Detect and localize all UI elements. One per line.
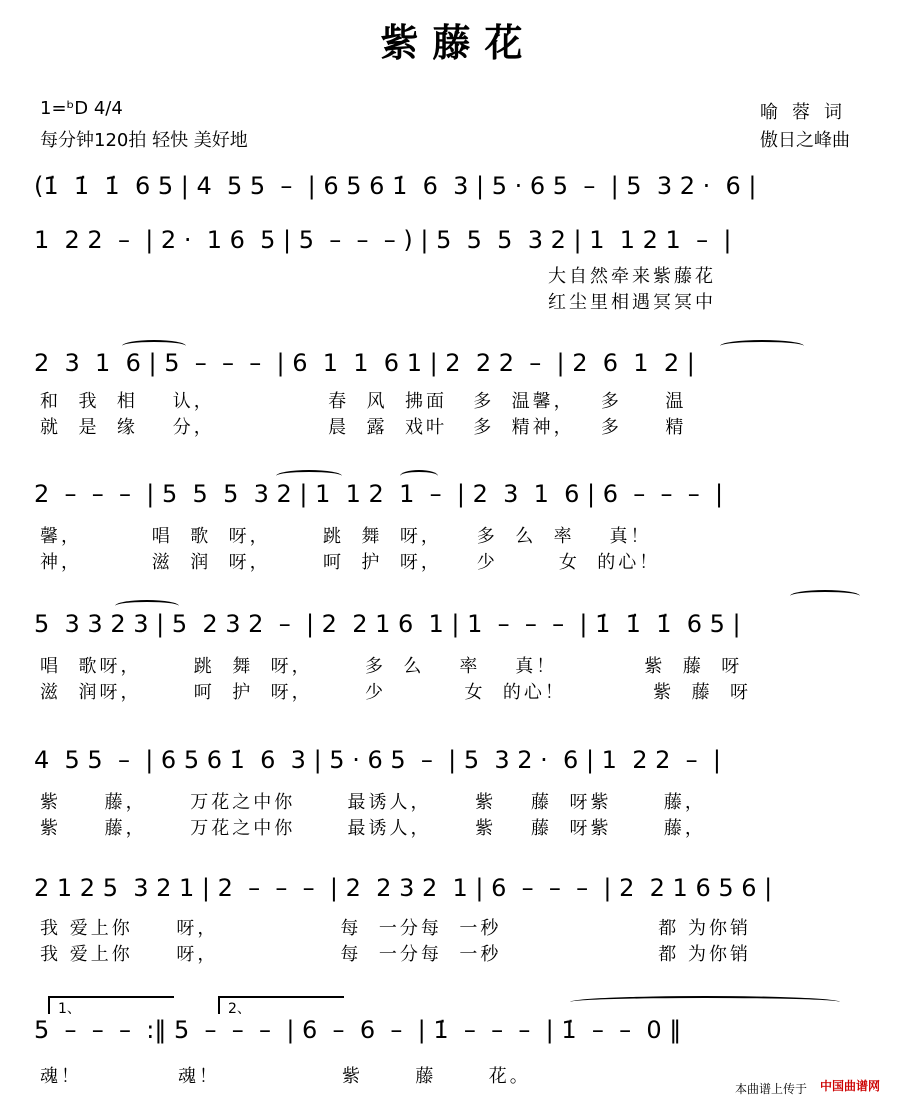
lyrics-row-6-verse-1: 紫 藤， 万花之中你 最诱人， 紫 藤 呀紫 藤， [40,792,706,813]
score-row-3: 2 3 1 6 | 5 – – – | 6 1 1 6 1 | 2 2 2 – | 2 6 1 2 | [34,349,695,377]
score-row-5: 5 3 3 2 3 | 5 2 3 2 – | 2 2 1 6 1 | 1 – – – | 1̇ 1̇ 1̇ 6 5 | [34,610,741,638]
score-row-6: 4 5 5 – | 6 5 6 1̇ 6 3 | 5 · 6 5 – | 5 3 2 · 6 | 1 2 2 – | [34,746,721,774]
tempo-marking: 每分钟120拍 轻快 美好地 [40,130,248,151]
score-row-2: 1 2 2 – | 2 · 1 6 5 | 5 – – – ) | 5 5 5 3 2 | 1 1 2 1 – | [34,226,732,254]
tie-mark [570,996,840,1008]
composer-credit: 傲日之峰曲 [760,130,850,151]
lyrics-row-3-verse-2: 就 是 缘 分， 晨 露 戏叶 多 精神， 多 精 [40,417,687,438]
slur-mark [115,600,179,612]
lyrics-row-7-verse-1: 我 爱上你 呀， 每 一分每 一秒 都 为你销 [40,918,752,939]
slur-mark [122,340,186,352]
volta-label-first: 1、 [58,1001,81,1017]
score-row-8: 5 – – – :‖ 5 – – – | 6 – 6 – | 1̇ – – – | 1̇ – – 0 ‖ [34,1016,682,1044]
lyrics-row-8-verse-1: 魂！ 魂！ 紫 藤 花。 [40,1066,531,1087]
upload-note: 本曲谱上传于 [735,1082,808,1096]
lyrics-row-6-verse-2: 紫 藤， 万花之中你 最诱人， 紫 藤 呀紫 藤， [40,818,706,839]
song-title: 紫藤花 [380,20,537,65]
lyricist-credit: 喻蓉词 [760,102,856,123]
lyrics-row-4-verse-1: 馨， 唱 歌 呀， 跳 舞 呀， 多 么 率 真！ [40,526,652,547]
volta-label-second: 2、 [228,1001,251,1017]
lyrics-row-2-verse-1: 大自然牵来紫藤花 [548,266,716,287]
key-time-signature: 1=ᵇD 4/4 [40,98,123,119]
lyrics-row-5-verse-1: 唱 歌呀， 跳 舞 呀， 多 么 率 真！ 紫 藤 呀 [40,656,743,677]
slur-mark [790,590,860,602]
lyrics-row-2-verse-2: 红尘里相遇冥冥中 [548,292,716,313]
lyrics-row-5-verse-2: 滋 润呀， 呵 护 呀， 少 女 的心！ 紫 藤 呀 [40,682,752,703]
score-row-1: (1̇ 1̇ 1̇ 6 5 | 4 5 5 – | 6 5 6 1̇ 6 3 | 5 · 6 5 – | 5 3 2 · 6 | [34,172,757,200]
score-row-7: 2 1 2 5 3 2 1 | 2 – – – | 2 2 3 2 1 | 6 – – – | 2 2 1 6 5 6 | [34,874,773,902]
lyrics-row-4-verse-2: 神， 滋 润 呀， 呵 护 呀， 少 女 的心！ [40,552,661,573]
site-logo: 中国曲谱网 [820,1079,881,1093]
lyrics-row-3-verse-1: 和 我 相 认， 春 风 拂面 多 温馨， 多 温 [40,391,687,412]
slur-mark [720,340,804,352]
slur-mark [400,470,438,482]
slur-mark [276,470,342,482]
lyrics-row-7-verse-2: 我 爱上你 呀， 每 一分每 一秒 都 为你销 [40,944,752,965]
score-row-4: 2 – – – | 5 5 5 3 2 | 1 1 2 1 – | 2 3 1 6 | 6 – – – | [34,480,724,508]
